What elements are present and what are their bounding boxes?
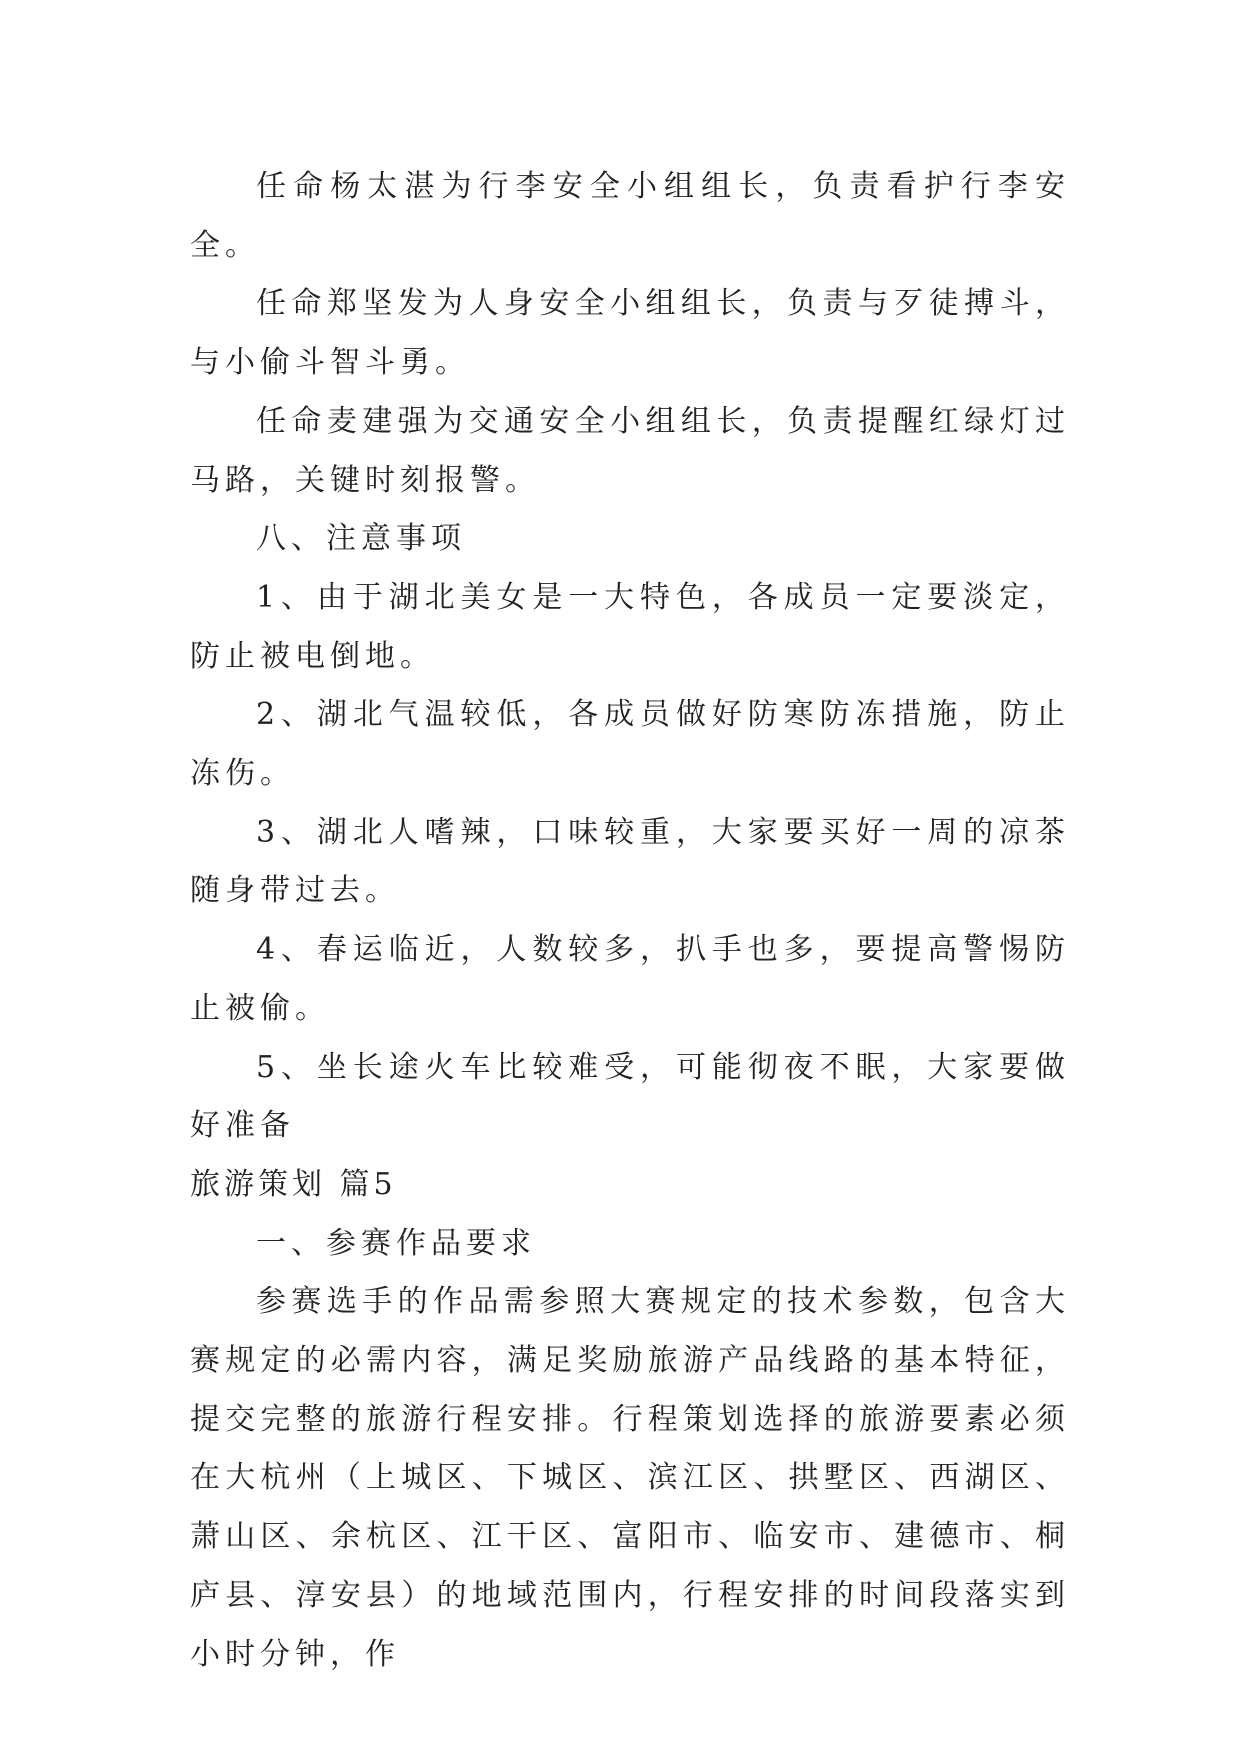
note-item-4: 4、春运临近，人数较多，扒手也多，要提高警惕防止被偷。 <box>190 932 1070 1026</box>
paragraph-requirements: 参赛选手的作品需参照大赛规定的技术参数，包含大赛规定的必需内容，满足奖励旅游产品线路的基本特征，提交完整的旅游行程安排。行程策划选择的旅游要素必须在大杭州（上城区、下城区、滨江区、拱墅区、西湖区、萧山区、余杭区、江干区、富阳市、临安市、建德市、桐庐县、淳安县）的地域范围内，行程安排的时间段落实到小时分钟，作 <box>190 1284 1070 1672</box>
note-item-5: 5、坐长途火车比较难受，可能彻夜不眠，大家要做好准备 <box>190 1049 1070 1144</box>
note-item-2: 2、湖北气温较低，各成员做好防寒防冻措施，防止冻伤。 <box>190 697 1070 792</box>
document-body <box>190 158 1070 1684</box>
note-item-3: 3、湖北人嗜辣，口味较重，大家要买好一周的凉茶随身带过去。 <box>190 814 1070 909</box>
note-item-1: 1、由于湖北美女是一大特色，各成员一定要淡定，防止被电倒地。 <box>190 579 1070 674</box>
paragraph-personal-safety: 任命郑坚发为人身安全小组组长，负责与歹徒搏斗，与小偷斗智斗勇。 <box>190 286 1070 381</box>
paragraph-luggage-safety: 任命杨太湛为行李安全小组组长，负责看护行李安全。 <box>190 169 1070 263</box>
section-heading-notes: 八、注意事项 <box>256 521 466 557</box>
paragraph-traffic-safety: 任命麦建强为交通安全小组组长，负责提醒红绿灯过马路，关键时刻报警。 <box>190 403 1070 498</box>
article-heading: 旅游策划 篇5 <box>190 1166 397 1202</box>
section-heading-requirements: 一、参赛作品要求 <box>256 1225 536 1261</box>
